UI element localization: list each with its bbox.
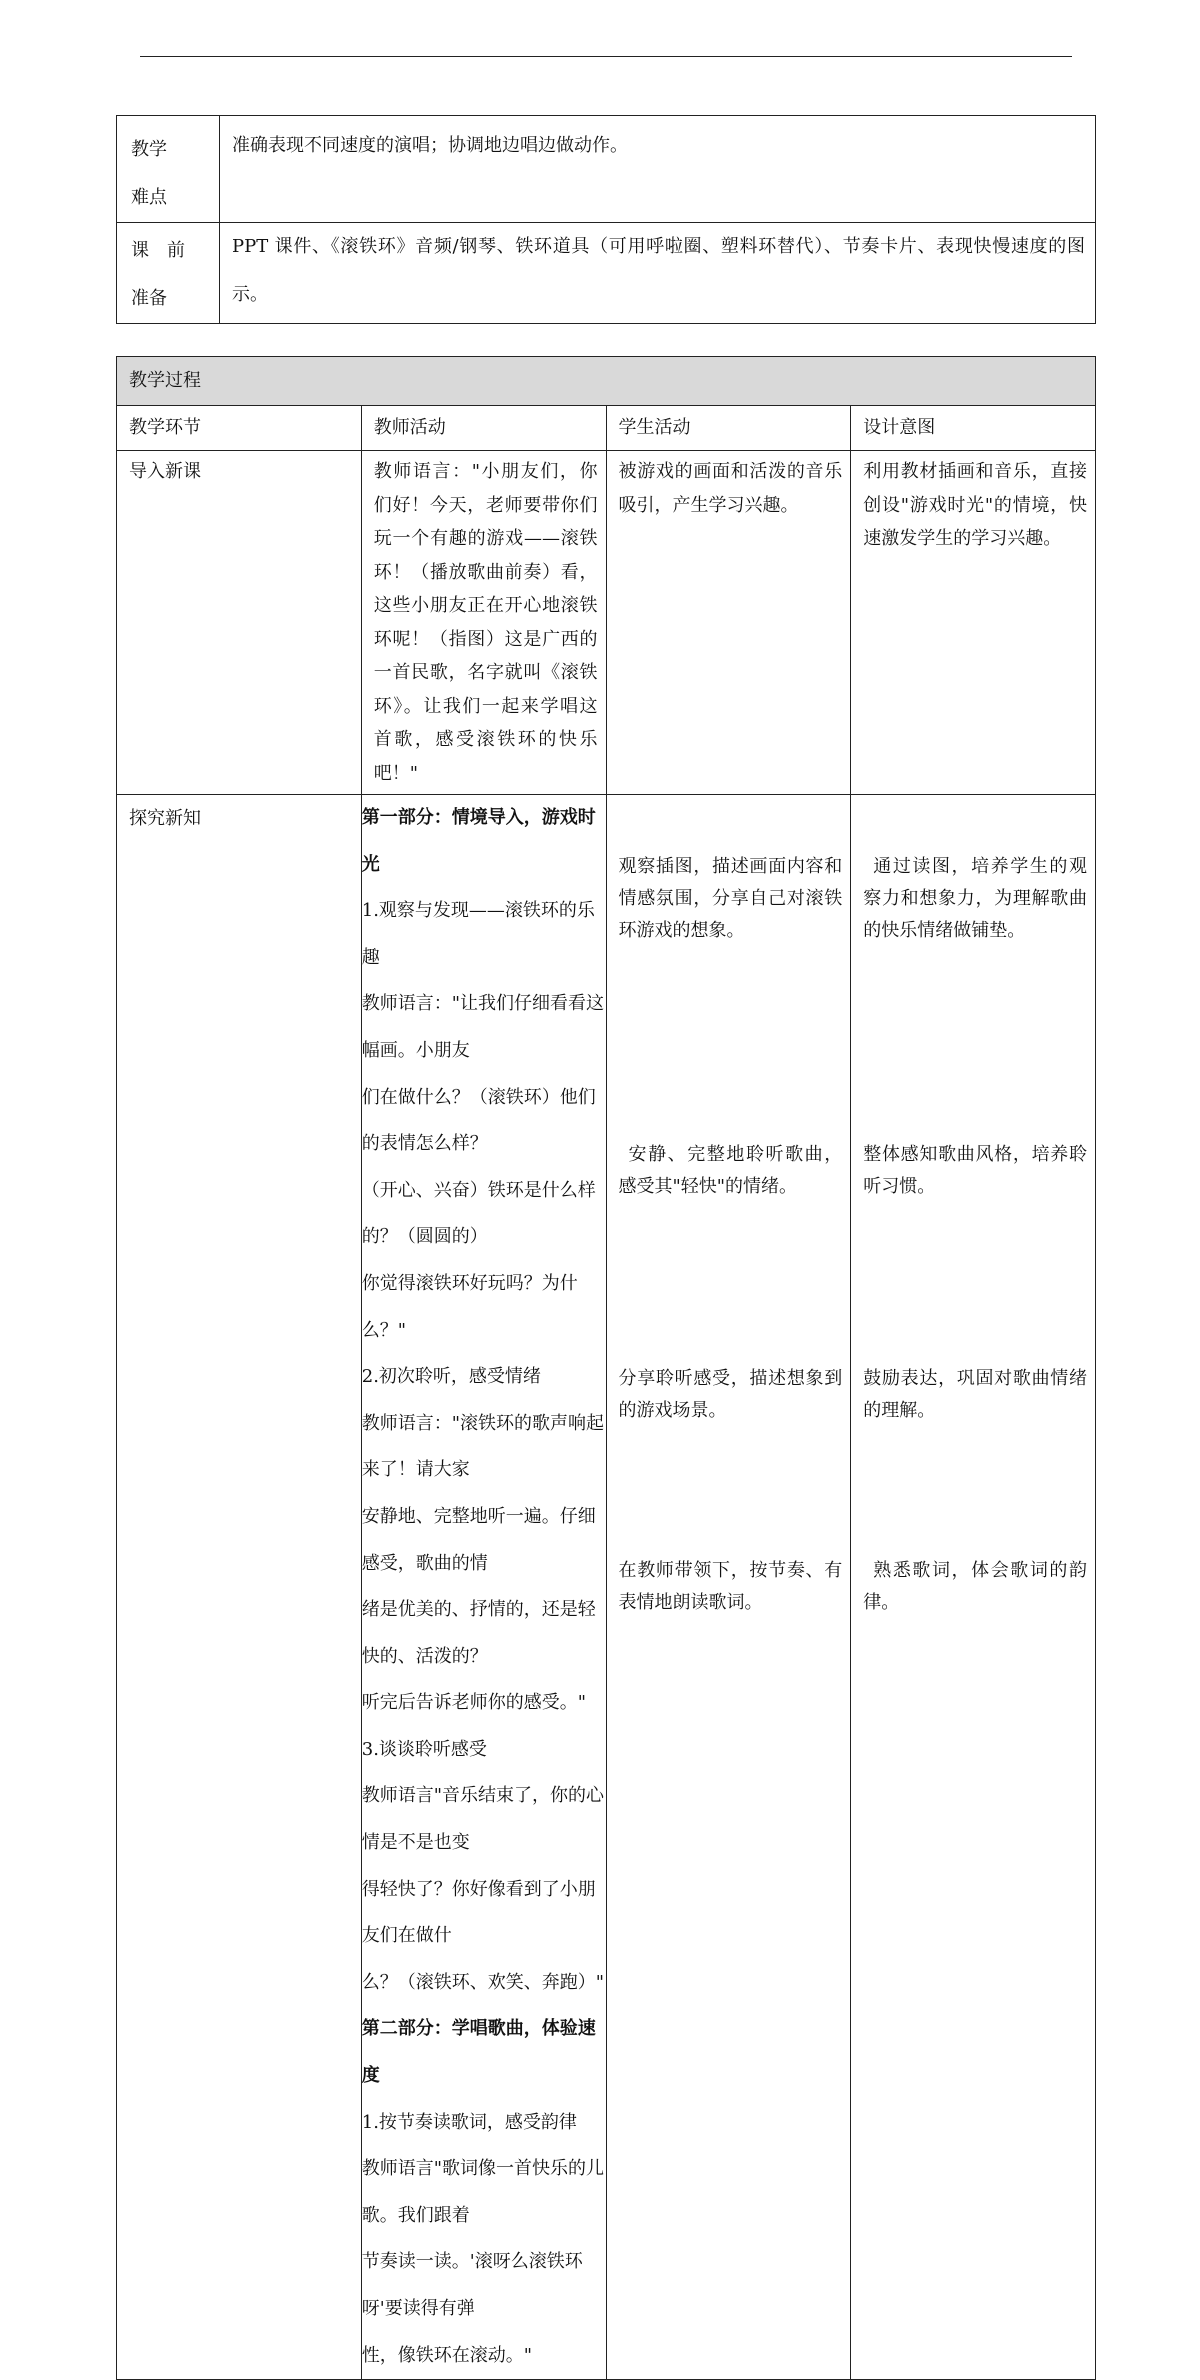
intro-stage: 导入新课 [117, 451, 362, 795]
difficulty-label-line2: 难点 [131, 187, 167, 208]
s1-text-4: 你觉得滚铁环好玩吗？为什么？" [361, 1272, 578, 1341]
intro-row [117, 451, 1096, 795]
part2-heading: 第二部分：学唱歌曲，体验速度 [361, 2018, 596, 2087]
s1-text-3: （开心、兴奋）铁环是什么样的？（圆圆的） [361, 1179, 596, 1248]
s1-title: 1.观察与发现——滚铁环的乐趣 [361, 900, 595, 968]
preparation-text: PPT 课件、《滚铁环》音频/钢琴、铁环道具（可用呼啦圈、塑料环替代）、节奏卡片、表现快慢速度的图示。 [220, 223, 1096, 324]
process-title-row [117, 357, 1096, 406]
s2-title: 2.初次聆听，感受情绪 [361, 1366, 541, 1388]
intro-intent: 利用教材插画和音乐，直接创设"游戏时光"的情境，快速激发学生的学习兴趣。 [851, 451, 1096, 795]
header-rule [140, 56, 1072, 57]
intent-4: 熟悉歌词，体会歌词的韵律。 [863, 1560, 1087, 1613]
p2s1-title: 1.按节奏读歌词，感受韵律 [361, 2111, 577, 2133]
header-stage: 教学环节 [117, 406, 362, 451]
s3-text-3: 么？（滚铁环、欢笑、奔跑）" [361, 1971, 605, 1993]
header-student: 学生活动 [606, 406, 851, 451]
preparation-label [117, 223, 220, 324]
s3-text-1: 教师语言"音乐结束了，你的心情是不是也变 [361, 1785, 605, 1854]
p2s1-text-2: 节奏读一读。'滚呀么滚铁环呀'要读得有弹 [361, 2251, 583, 2319]
p2s1-text-3: 性，像铁环在滚动。" [361, 2344, 533, 2366]
student-1: 观察插图，描述画面内容和情感氛围，分享自己对滚铁环游戏的想象。 [618, 856, 843, 941]
info-table [116, 115, 1096, 324]
intent-2: 整体感知歌曲风格，培养聆听习惯。 [863, 1144, 1087, 1197]
s1-text-1: 教师语言："让我们仔细看看这幅画。小朋友 [361, 993, 605, 1061]
s2-text-1: 教师语言："滚铁环的歌声响起来了！请大家 [361, 1412, 605, 1481]
process-title: 教学过程 [117, 357, 1096, 406]
s1-text-2: 们在做什么？（滚铁环）他们的表情怎么样？ [361, 1086, 596, 1155]
preparation-label-line1: 课 前 [131, 240, 185, 261]
s3-text-2: 得轻快了？你好像看到了小朋友们在做什 [361, 1878, 596, 1947]
header-row [117, 406, 1096, 451]
header-teacher: 教师活动 [361, 406, 606, 451]
explore-intent [851, 795, 1096, 2380]
intent-3: 鼓励表达，巩固对歌曲情绪的理解。 [863, 1368, 1087, 1421]
explore-student [606, 795, 851, 2380]
s2-text-4: 听完后告诉老师你的感受。" [361, 1692, 587, 1714]
intro-teacher: 教师语言："小朋友们，你们好！今天，老师要带你们玩一个有趣的游戏——滚铁环！（播放歌曲前奏）看，这些小朋友正在开心地滚铁环呢！（指图）这是广西的一首民歌，名字就叫《滚铁环》。让我们一起来学唱这首歌，感受滚铁环的快乐吧！" [361, 451, 606, 795]
difficulty-label [117, 116, 220, 223]
s2-text-2: 安静地、完整地听一遍。仔细感受，歌曲的情 [361, 1505, 596, 1574]
explore-stage: 探究新知 [117, 795, 362, 2380]
difficulty-text: 准确表现不同速度的演唱；协调地边唱边做动作。 [220, 116, 1096, 223]
header-intent: 设计意图 [851, 406, 1096, 451]
student-2: 安静、完整地聆听歌曲，感受其"轻快"的情绪。 [618, 1144, 843, 1197]
preparation-row [117, 223, 1096, 324]
explore-teacher [361, 795, 606, 2380]
student-4: 在教师带领下，按节奏、有表情地朗读歌词。 [618, 1560, 843, 1613]
intent-1: 通过读图，培养学生的观察力和想象力，为理解歌曲的快乐情绪做铺垫。 [863, 856, 1087, 941]
student-3: 分享聆听感受，描述想象到的游戏场景。 [618, 1368, 843, 1421]
difficulty-row [117, 116, 1096, 223]
explore-row [117, 795, 1096, 2380]
p2s1-text-1: 教师语言"歌词像一首快乐的儿歌。我们跟着 [361, 2158, 605, 2226]
s3-title: 3.谈谈聆听感受 [361, 1738, 487, 1760]
s2-text-3: 绪是优美的、抒情的，还是轻快的、活泼的？ [361, 1599, 596, 1667]
part1-heading: 第一部分：情境导入，游戏时光 [361, 807, 596, 875]
difficulty-label-line1: 教学 [131, 139, 167, 160]
preparation-label-line2: 准备 [131, 288, 167, 309]
intro-student: 被游戏的画面和活泼的音乐吸引，产生学习兴趣。 [606, 451, 851, 795]
process-table [116, 356, 1096, 2380]
